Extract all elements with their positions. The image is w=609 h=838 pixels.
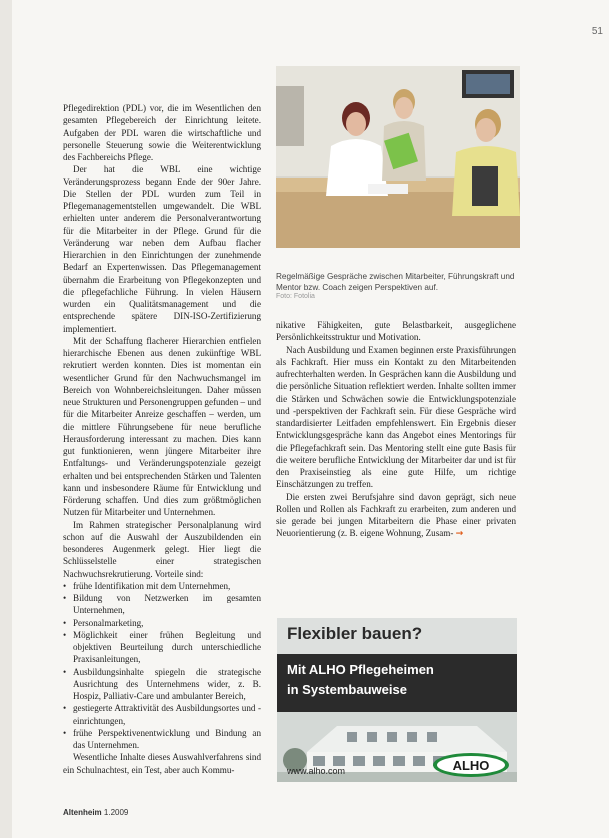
photo-caption: Regelmäßige Gespräche zwischen Mitarbeiter, Führungskraft und Mentor bzw. Coach zeigen Perspektiven auf. (276, 272, 515, 292)
continue-arrow-icon: → (455, 529, 464, 540)
paragraph: Pflegedirektion (PDL) vor, die im Wesentlichen den gesamten Pflegebereich der Einrichtung leitete. Aufgaben der PDL waren die wirtschaftliche und personelle Steuerung sowie die Weiterentwicklung des Fachbereichs Pflege. (63, 103, 261, 162)
paragraph: Nach Ausbildung und Examen beginnen erste Praxisführungen als Fachkraft. Hier muss ein Kontakt zu den Mitarbeitenden aufrechterhalten werden. In Gesprächen kann die Ausbildung und die persönliche Situation reflektiert werden. Inhalte sollten immer die Stärken und Schwächen sowie die Entwicklungspotenziale und -perspektiven der Fachkraft sein. Für diese Gespräche wird standardisierter Leitfaden empfehlenswert. Ein Ergebnis dieser Entwicklungsgespräche kann das Angebot eines Mentorings für die Pflegefachkraft sein. Das Mentoring stellt eine gute Basis für die weitere berufliche Entwicklung der Mitarbeiter dar und ist für den Praxiseinstieg als eine gute Hilfe, um richtige Einschätzungen zu treffen. (276, 344, 516, 490)
paragraph: Im Rahmen strategischer Personalplanung wird schon auf die Auswahl der Auszubildenden ein besonderes Augenmerk gelegt. Hier liegt die Schlüsselstelle einer strategischen Nachwuchsrekrutierung. Vorteile sind: (63, 519, 261, 579)
advantages-list (63, 580, 261, 752)
paragraph: nikative Fähigkeiten, gute Belastbarkeit, ausgeglichene Persönlichkeitsstruktur und Motivation. (276, 320, 516, 343)
right-column (276, 319, 516, 541)
magazine-name: Altenheim (63, 808, 102, 817)
ad-headline: Flexibler bauen? (287, 624, 423, 643)
alho-advertisement (277, 618, 517, 782)
page-footer (63, 808, 128, 817)
ad-header (277, 618, 517, 656)
left-column (63, 102, 261, 776)
paragraph-text: Die ersten zwei Berufsjahre sind davon geprägt, sich neue Rollen und Rollen als Fachkraft zu erarbeiten, zum anderen und sie gerade bei jungen Mitarbeitern die Phase einer privaten Neuorientierung (z. B. eigene Wohnung, Zusam- (276, 491, 516, 539)
list-item: • Bildung von Netzwerken im gesamten Unternehmen, (63, 592, 261, 617)
logo-text: ALHO (452, 758, 490, 773)
ad-line-1: Mit ALHO Pflegeheimen (287, 662, 434, 677)
list-item: • Personalmarketing, (63, 617, 261, 629)
list-item: • frühe Identifikation mit dem Unternehmen, (63, 580, 261, 592)
paragraph: Mit der Schaffung flacherer Hierarchien entfielen hierarchische Ebenen aus denen zukünftige WBL rekrutiert werden konnten. Dies ist momentan ein wesentlicher Grund für den Nachwuchsmangel im Bereich von Wohnbereichsleitungen. Daher müssen neue Strukturen und Personengruppen gefunden – und für die Mitarbeiter Anreize geschaffen – werden, um die mittlere Führungsebene für neue berufliche Herausforderung interessant zu machen. Dies kann gut funktionieren, wenn jüngere Mitarbeiter ihre Entfaltungs- und Veränderungspotenziale gezeigt erhalten und bei entsprechenden Stärken und Talenten kann und insbesondere Räume für Entwicklung und Förderung schaffen. Und dies zum größtmöglichen Nutzen für Mitarbeiter und Unternehmen. (63, 335, 261, 518)
list-item: • Ausbildungsinhalte spiegeln die strategische Ausrichtung des Unternehmens wider, z. B. Hospiz, Palliativ-Care und ambulanter Bereich, (63, 666, 261, 703)
page-edge (0, 0, 12, 838)
office-photo (276, 66, 520, 248)
list-item: • gestiegerte Attraktivität des Ausbildungsortes und -einrichtungen, (63, 702, 261, 727)
page-number: 51 (591, 26, 603, 37)
paragraph: Der hat die WBL eine wichtige Veränderungsprozess begann Ende der 90er Jahre. Die Stellen der PDL wurden zum Teil in Pflegemanagementstellen umgewandelt. Die WBL erhielten unter anderem die Personalverantwortung für die Mitarbeiter in der Pflege. Grund für die Veränderung war neben dem Aufbau flacher Hierarchien in den Einrichtungen der zunehmende Bedarf an Expertenwissen. Das Pflegemanagement übernahm die Erarbeitung von Pflegekonzepten und die pflegefachliche Führung. In vielen Häusern wurden ein Qualitätsmanagement und die entsprechende spätere DIN-ISO-Zertifizierung implementiert. (63, 164, 261, 334)
issue-number: 1.2009 (103, 808, 129, 817)
list-item: • frühe Perspektivenentwicklung und Bindung an das Unternehmen. (63, 727, 261, 752)
ad-line-2: in Systembauweise (287, 682, 407, 697)
list-item: • Möglichkeit einer frühen Begleitung und objektiven Beurteilung durch unterschiedliche Praxisanleitungen, (63, 629, 261, 666)
photo-credit: Foto: Fotolia (276, 293, 315, 300)
alho-logo (431, 752, 511, 778)
ad-band (277, 654, 517, 712)
paragraph (276, 491, 516, 541)
ad-url: www.alho.com (287, 766, 346, 776)
paragraph: Wesentliche Inhalte dieses Auswahlverfahrens sind ein Schulnachtest, ein Test, aber auch Kommu- (63, 752, 261, 775)
